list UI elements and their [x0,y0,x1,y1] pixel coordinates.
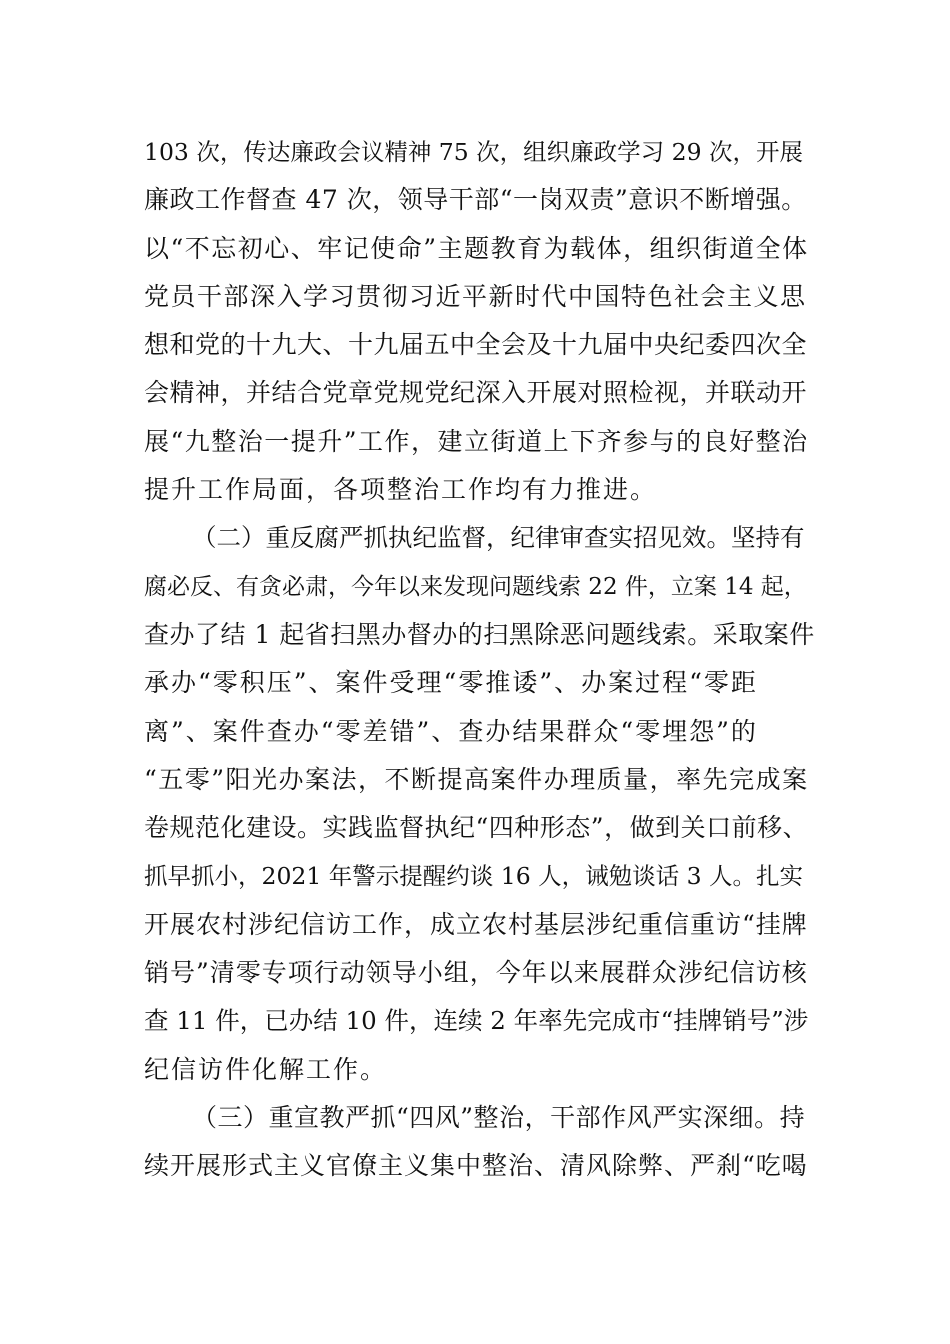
text-line: 展“九整治一提升”工作，建立街道上下齐参与的良好整治 [144,426,809,456]
text-line: 抓早抓小，2021 年警示提醒约谈 16 人，诫勉谈话 3 人。扎实 [144,862,804,891]
text-line: 提升工作局面，各项整治工作均有力推进。 [144,475,658,505]
text-line: 查 11 件，已办结 10 件，连续 2 年率先完成市“挂牌销号”涉 [144,1006,809,1036]
document-body [144,128,816,1191]
text-line: 查办了结 1 起省扫黑办督办的扫黑除恶问题线索。采取案件 [144,619,815,649]
text-line: “五零”阳光办案法，不断提高案件办理质量，率先完成案 [144,764,809,794]
text-line: 承办“零积压”、案件受理“零推诿”、办案过程“零距 [144,668,758,698]
text-line: 会精神，并结合党章党规党纪深入开展对照检视，并联动开 [144,378,808,408]
text-line: 销号”清零专项行动领导小组，今年以来展群众涉纪信访核 [144,958,808,988]
text-line: 离”、案件查办“零差错”、查办结果群众“零埋怨”的 [144,716,758,746]
text-line: 以“不忘初心、牢记使命”主题教育为载体，组织街道全体 [144,233,809,263]
text-line: 103 次，传达廉政会议精神 75 次，组织廉政学习 29 次，开展 [144,138,804,166]
text-line: 纪信访件化解工作。 [144,1054,388,1084]
section-heading-line: （二）重反腐严抓执纪监督，纪律审查实招见效。坚持有 [192,523,805,553]
text-line: 开展农村涉纪信访工作，成立农村基层涉纪重信重访“挂牌 [144,909,808,939]
text-line: 廉政工作督查 47 次，领导干部“一岗双责”意识不断增强。 [144,185,807,215]
text-line: 卷规范化建设。实践监督执纪“四种形态”，做到关口前移、 [144,813,809,843]
text-line: 腐必反、有贪必肃，今年以来发现问题线索 22 件，立案 14 起， [144,573,807,600]
text-line: 党员干部深入学习贯彻习近平新时代中国特色社会主义思 [144,281,807,311]
text-line: 想和党的十九大、十九届五中全会及十九届中央纪委四次全 [144,330,808,360]
section-heading-line: （三）重宣教严抓“四风”整治，干部作风严实深细。持 [192,1102,806,1132]
text-line: 续开展形式主义官僚主义集中整治、清风除弊、严刹“吃喝 [144,1151,808,1181]
